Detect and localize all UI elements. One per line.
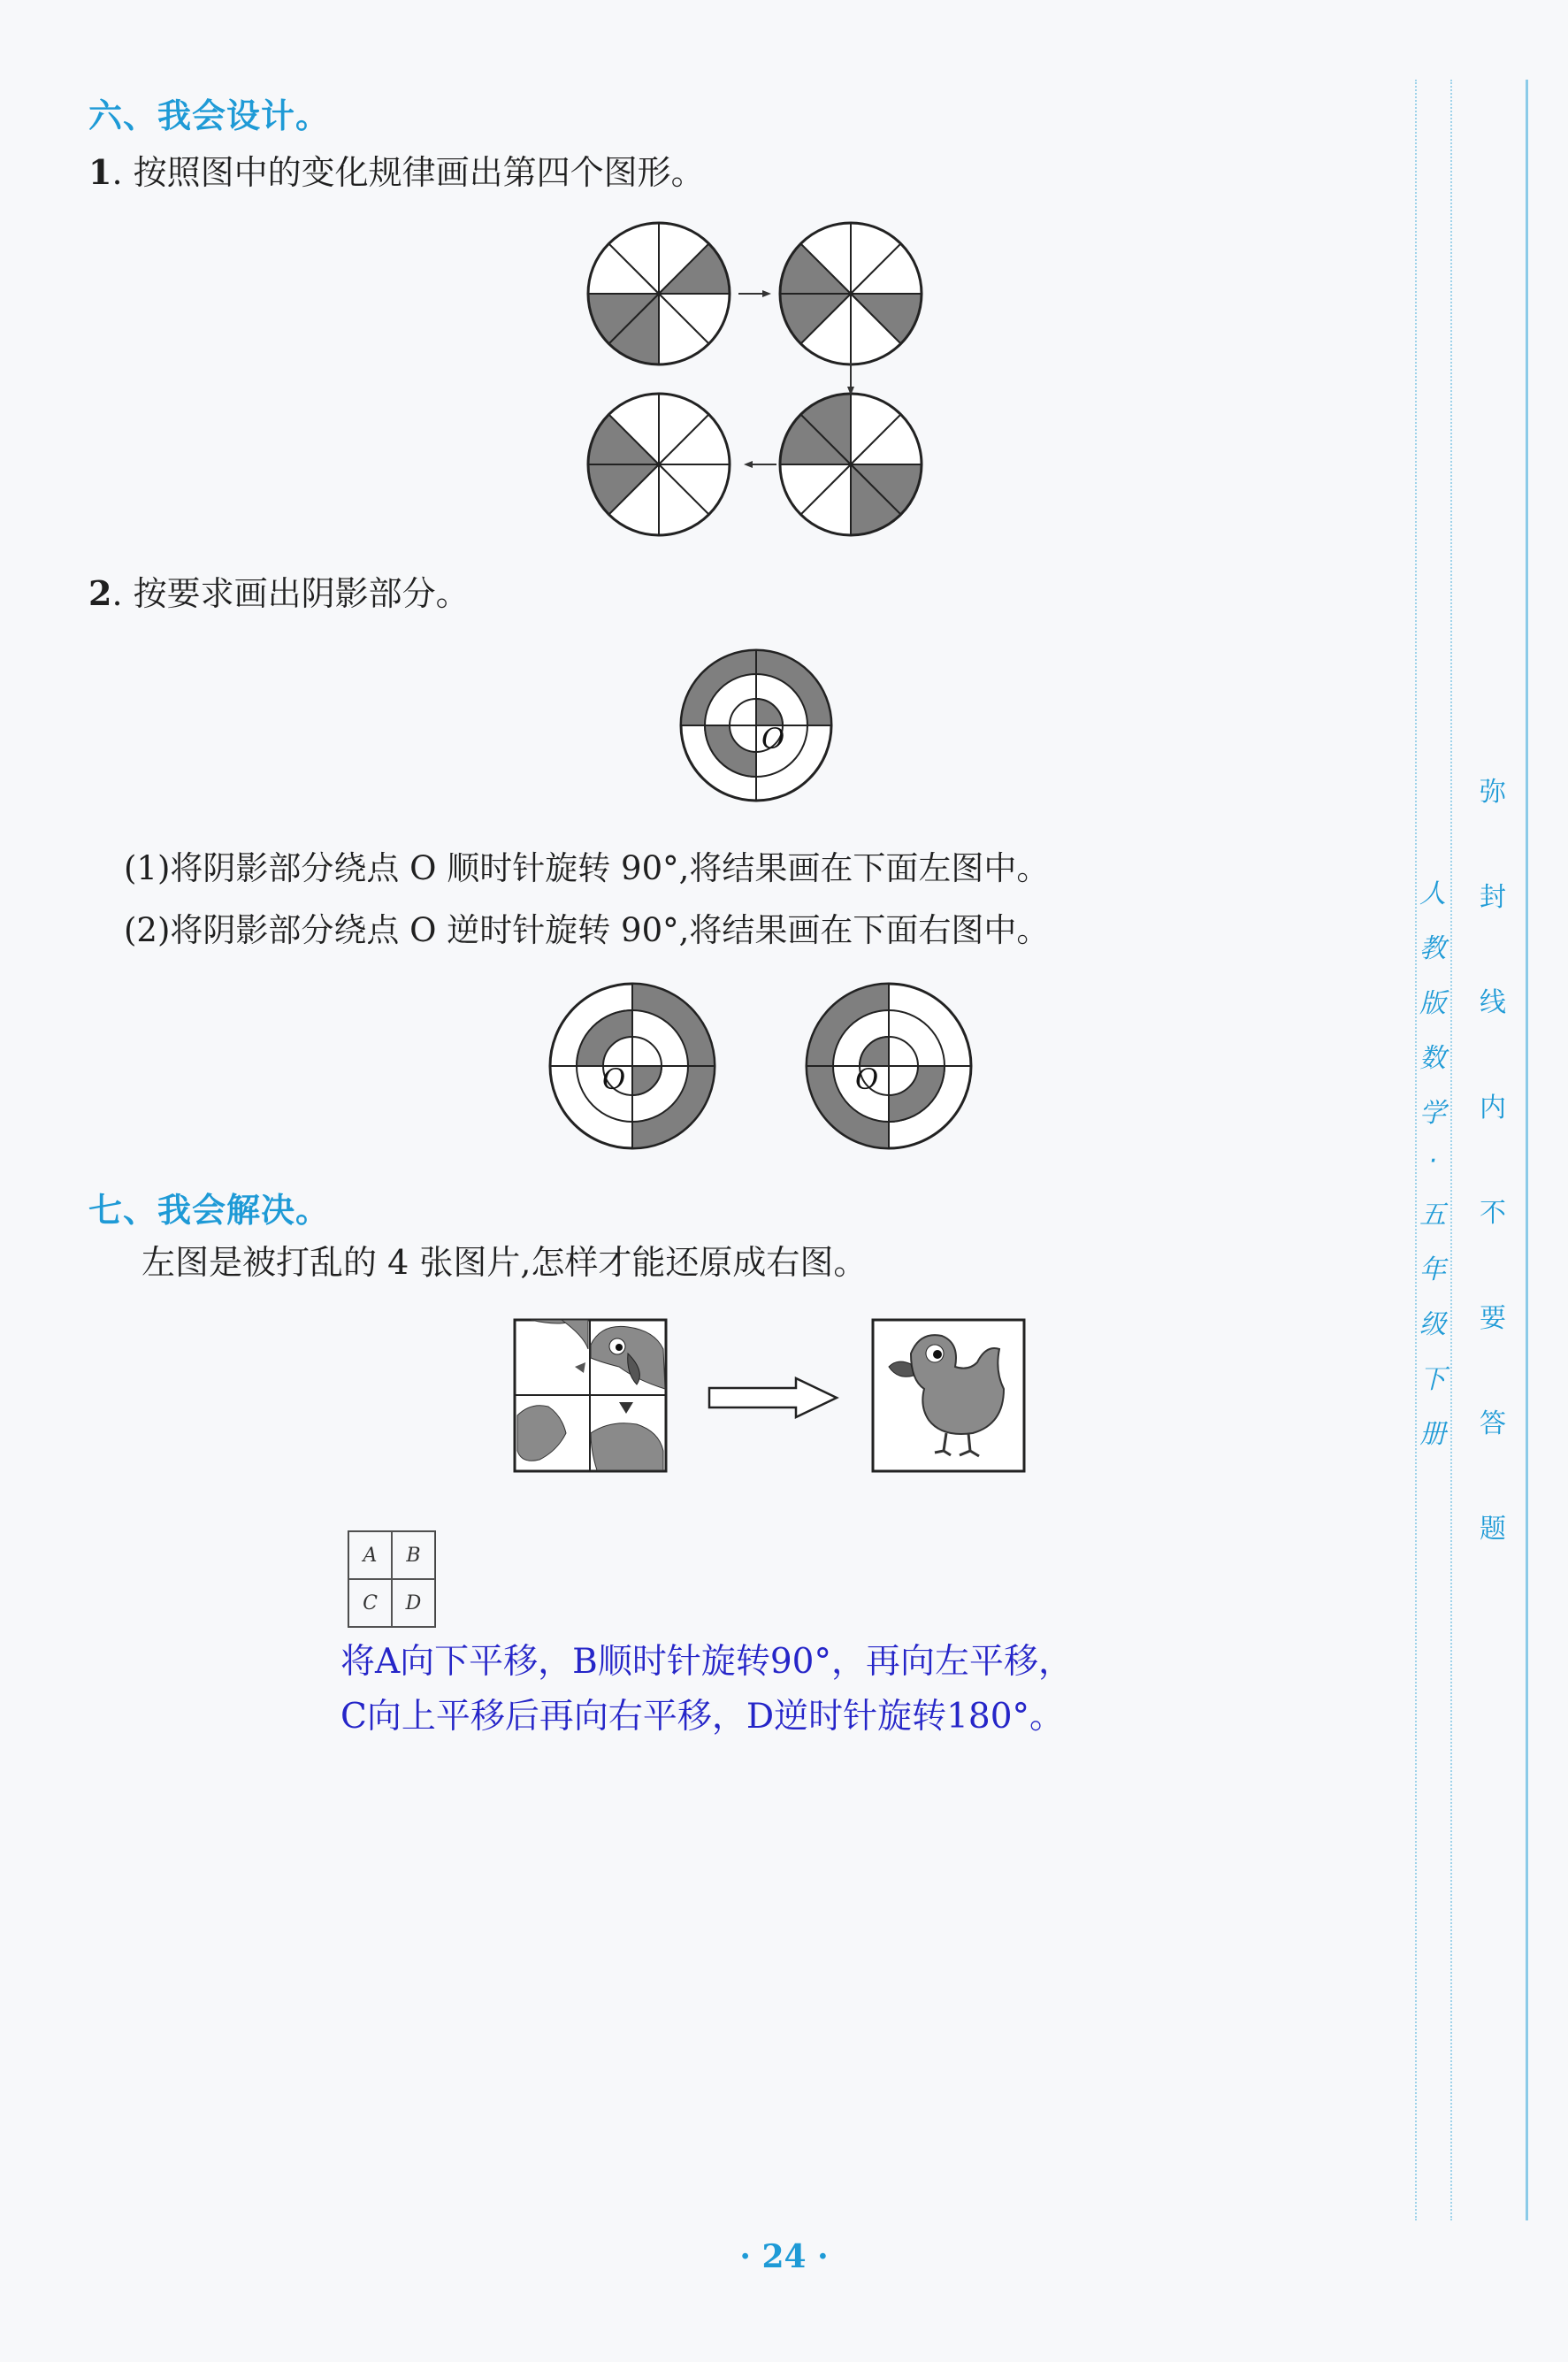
point-o-label: O <box>855 1062 879 1096</box>
arrow-left-head <box>744 461 753 468</box>
seal-notice-char: 不 <box>1480 1198 1506 1229</box>
seal-notice-char: 要 <box>1480 1303 1506 1334</box>
seal-notice-char: 答 <box>1480 1408 1506 1439</box>
book-title-char: 人 <box>1419 878 1446 909</box>
book-title-char: 册 <box>1419 1419 1446 1450</box>
grid-label-b: B <box>392 1531 435 1579</box>
pattern-circle-3 <box>780 394 922 535</box>
seal-notice-char: 弥 <box>1480 777 1506 808</box>
seal-notice-char: 封 <box>1480 882 1506 913</box>
answer-line-1: 将A向下平移，B顺时针旋转90°，再向左平移， <box>340 1642 1073 1682</box>
section-7-question: 左图是被打乱的 4 张图片,怎样才能还原成右图。 <box>142 1243 868 1282</box>
pattern-circle-4 <box>588 394 730 535</box>
pattern-circle-1 <box>588 223 730 364</box>
question-1 <box>88 152 705 194</box>
section-6-title: 六、我会设计。 <box>88 96 331 135</box>
seal-notice-vertical <box>1475 770 1511 1545</box>
book-title-char: 教 <box>1419 933 1446 964</box>
book-title-char: · <box>1428 1146 1437 1177</box>
question-1-number: 1 <box>88 152 112 192</box>
seal-notice-char: 题 <box>1480 1514 1506 1545</box>
grid-label-c: C <box>348 1579 392 1627</box>
book-title-char: 下 <box>1419 1364 1446 1395</box>
scrambled-duck-puzzle <box>513 1318 668 1473</box>
question-2-sub-2: (2)将阴影部分绕点 O 逆时针旋转 90°,将结果画在下面右图中。 <box>124 911 1050 949</box>
seal-notice-char: 内 <box>1480 1093 1506 1123</box>
point-o-label: O <box>602 1062 626 1096</box>
book-title-char: 数 <box>1419 1043 1446 1074</box>
question-1-text: . 按照图中的变化规律画出第四个图形。 <box>111 153 705 192</box>
rotation-pattern-figure <box>566 221 937 540</box>
target-figure-original <box>677 646 836 805</box>
book-title-char: 五 <box>1419 1200 1446 1231</box>
book-title-char: 版 <box>1419 988 1446 1019</box>
question-2-text: . 按要求画出阴影部分。 <box>111 574 470 613</box>
pattern-circle-2 <box>780 223 922 364</box>
question-2-sub-1: (1)将阴影部分绕点 O 顺时针旋转 90°,将结果画在下面左图中。 <box>124 849 1050 887</box>
point-o-label: O <box>761 722 785 755</box>
answer-figure-counterclockwise <box>800 978 977 1154</box>
arrow-right-head <box>762 290 771 297</box>
book-title-char: 级 <box>1419 1309 1446 1340</box>
page-number: · 24 · <box>739 2238 829 2275</box>
section-7-title: 七、我会解决。 <box>88 1191 331 1230</box>
restored-duck-picture <box>871 1318 1026 1473</box>
question-2-number: 2 <box>88 573 112 613</box>
book-title-char: 年 <box>1419 1254 1446 1285</box>
binding-margin-line <box>1526 80 1528 2220</box>
book-title-vertical <box>1415 871 1450 1451</box>
question-2 <box>88 573 470 615</box>
grid-label-a: A <box>348 1531 392 1579</box>
answer-figure-clockwise <box>544 978 721 1154</box>
puzzle-label-grid <box>348 1530 436 1628</box>
transform-arrow <box>708 1376 840 1420</box>
book-title-char: 学 <box>1419 1098 1446 1129</box>
answer-line-2: C向上平移后再向右平移，D逆时针旋转180°。 <box>340 1697 1065 1737</box>
grid-label-d: D <box>392 1579 435 1627</box>
seal-notice-char: 线 <box>1480 987 1506 1018</box>
